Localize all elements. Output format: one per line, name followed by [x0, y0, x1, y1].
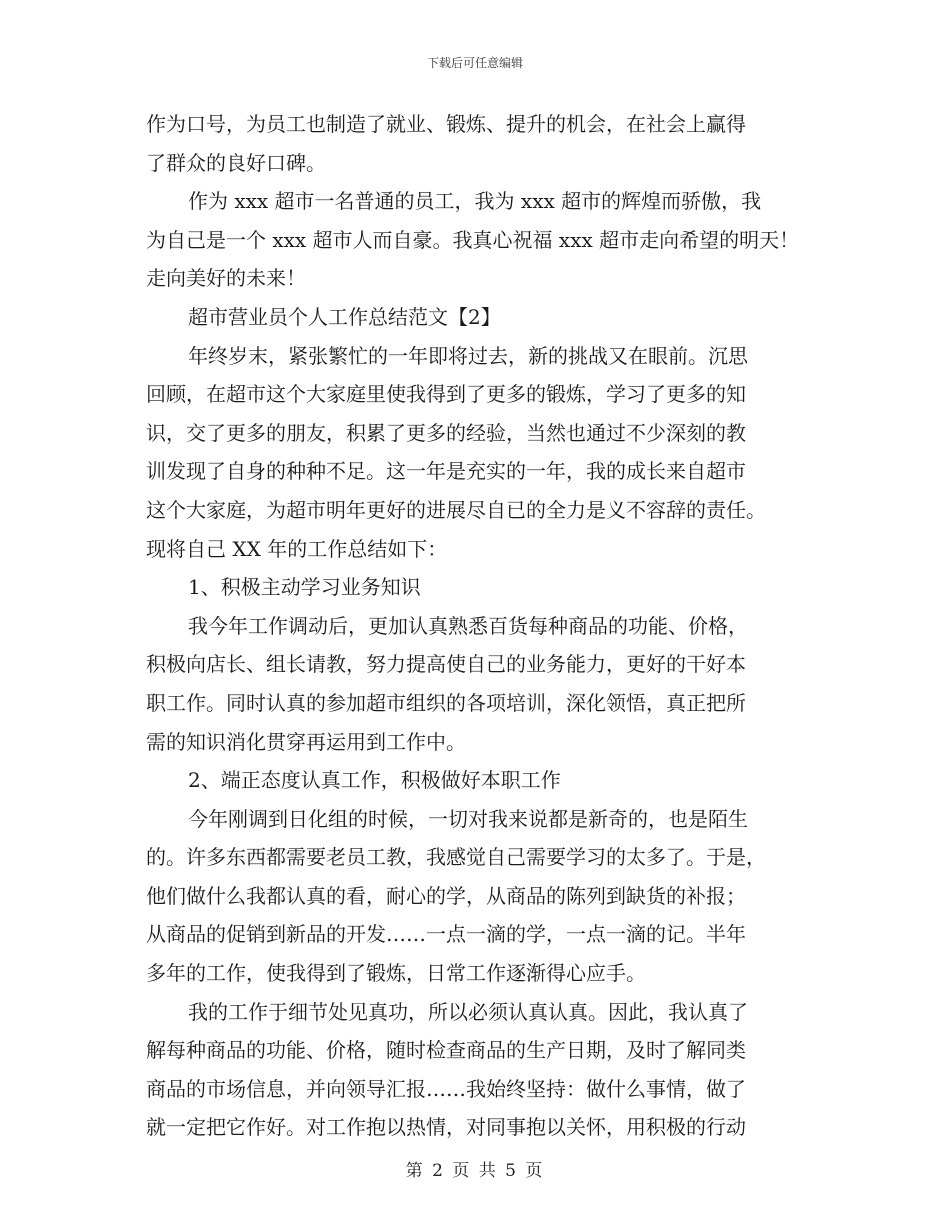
text-line: 了群众的良好口碑。	[146, 150, 326, 175]
text-line: 从商品的促销到新品的开发……一点一滴的学，一点一滴的记。半年	[146, 922, 746, 947]
text-line: 需的知识消化贯穿再运用到工作中。	[146, 729, 466, 754]
text-line: 就一定把它作好。对工作抱以热情，对同事抱以关怀，用积极的行动	[146, 1115, 746, 1140]
text-line: 解每种商品的功能、价格，随时检查商品的生产日期，及时了解同类	[146, 1038, 746, 1063]
text-line: 1、积极主动学习业务知识	[188, 575, 421, 600]
text-line: 现将自己 XX 年的工作总结如下：	[146, 536, 448, 561]
text-line: 这个大家庭，为超市明年更好的进展尽自已的全力是义不容辞的责任。	[146, 497, 766, 522]
text-line: 我今年工作调动后，更加认真熟悉百货每种商品的功能、价格，	[188, 613, 748, 638]
document-body	[146, 105, 811, 1147]
text-line: 我的工作于细节处见真功，所以必须认真认真。因此，我认真了	[188, 999, 748, 1024]
text-line: 回顾，在超市这个大家庭里使我得到了更多的锻炼，学习了更多的知	[146, 382, 746, 407]
text-line: 商品的市场信息，并向领导汇报……我始终坚持：做什么事情，做了	[146, 1076, 746, 1101]
text-line: 今年刚调到日化组的时候，一切对我来说都是新奇的，也是陌生	[188, 806, 748, 831]
text-line: 积极向店长、组长请教，努力提高使自己的业务能力，更好的干好本	[146, 652, 746, 677]
text-line: 超市营业员个人工作总结范文【2】	[188, 304, 501, 329]
text-line: 职工作。同时认真的参加超市组织的各项培训，深化领悟，真正把所	[146, 690, 746, 715]
text-line: 的。许多东西都需要老员工教，我感觉自己需要学习的太多了。于是，	[146, 845, 766, 870]
text-line: 他们做什么我都认真的看，耐心的学，从商品的陈列到缺货的补报；	[146, 883, 746, 908]
text-line: 2、端正态度认真工作，积极做好本职工作	[188, 768, 561, 793]
text-line: 训发现了自身的种种不足。这一年是充实的一年，我的成长来自超市	[146, 459, 746, 484]
text-line: 年终岁末，紧张繁忙的一年即将过去，新的挑战又在眼前。沉思	[188, 343, 748, 368]
text-line: 作为口号，为员工也制造了就业、锻炼、提升的机会，在社会上赢得	[146, 112, 746, 136]
text-line: 识，交了更多的朋友，积累了更多的经验，当然也通过不少深刻的教	[146, 420, 746, 445]
page-number: 第 2 页 共 5 页	[405, 1161, 545, 1181]
text-line: 走向美好的未来！	[146, 266, 306, 291]
text-line: 为自己是一个 xxx 超市人而自豪。我真心祝福 xxx 超市走向希望的明天！	[146, 227, 800, 252]
text-line: 作为 xxx 超市一名普通的员工，我为 xxx 超市的辉煌而骄傲，我	[188, 189, 762, 214]
page-header: 下载后可任意编辑	[426, 56, 523, 70]
text-line: 多年的工作，使我得到了锻炼，日常工作逐渐得心应手。	[146, 961, 646, 986]
